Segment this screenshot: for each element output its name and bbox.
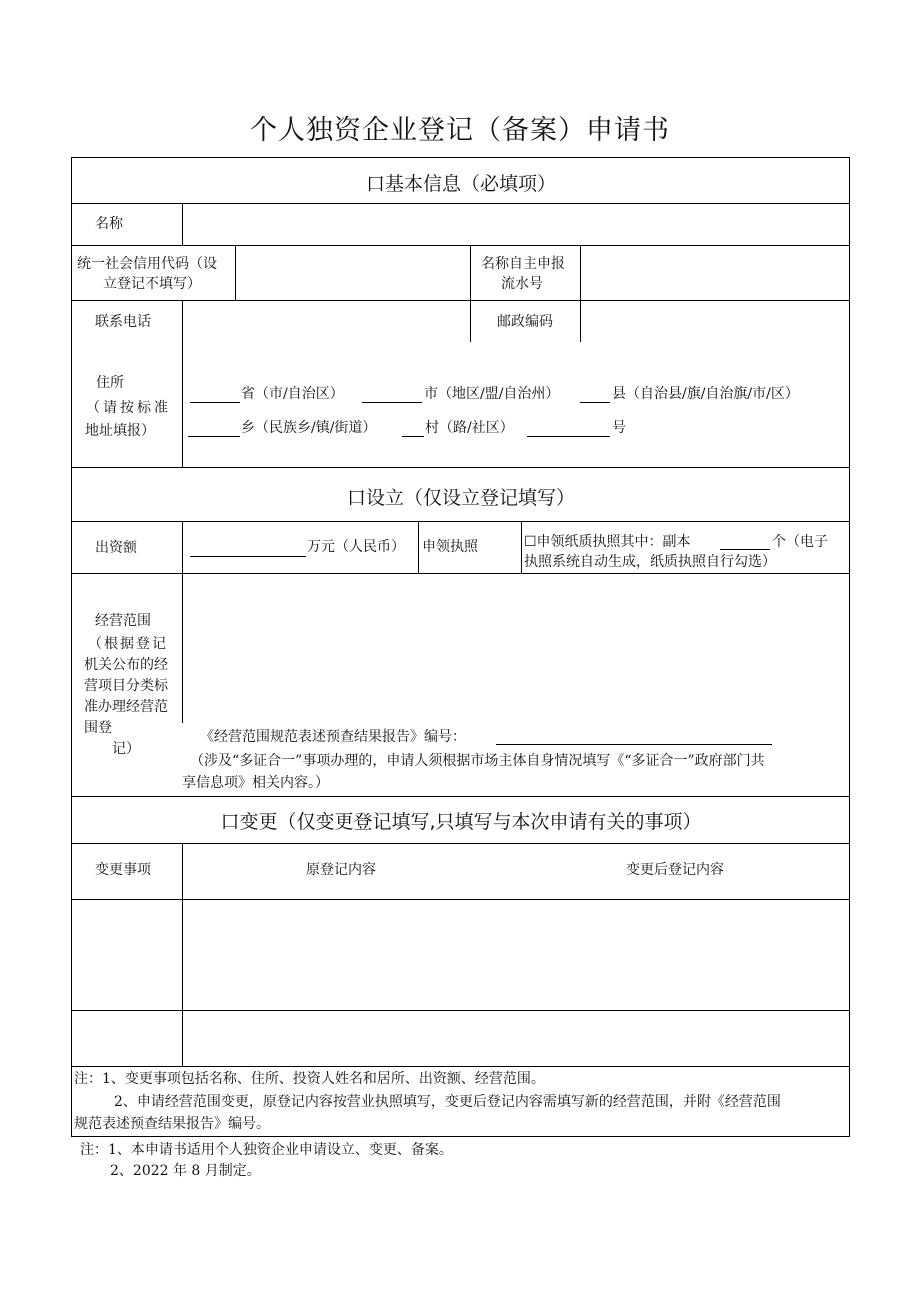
col-divider — [521, 521, 522, 573]
footer-note-1: 注：1、本申请书适用个人独资企业申请设立、变更、备案。 — [80, 1142, 453, 1158]
original-content-header: 原登记内容 — [306, 862, 376, 878]
license-copies-unit: 个（电子 — [772, 534, 828, 550]
scope-label-2: （根据登记 — [88, 636, 168, 652]
row-divider — [72, 899, 850, 900]
form-title: 个人独资企业登记（备案）申请书 — [250, 115, 670, 146]
col-divider — [580, 245, 581, 342]
license-note: 执照系统自动生成，纸质执照自行勾选） — [524, 554, 776, 570]
city-text: 市（地区/盟/自治州） — [424, 386, 560, 402]
row-divider — [72, 521, 850, 522]
row-divider — [72, 1010, 850, 1011]
capital-blank[interactable] — [190, 556, 306, 557]
name-label: 名称 — [95, 216, 123, 232]
postal-code-label: 邮政编码 — [497, 314, 553, 330]
col-divider — [418, 521, 419, 573]
name-input[interactable] — [184, 205, 848, 243]
phone-label: 联系电话 — [95, 314, 151, 330]
col-divider — [182, 203, 183, 245]
village-text: 村（路/社区） — [425, 420, 514, 436]
report-note-2: 享信息项》相关内容。） — [182, 775, 329, 791]
city-blank[interactable] — [362, 402, 422, 403]
row-divider — [72, 203, 850, 204]
change-item-input-2[interactable] — [74, 1012, 180, 1064]
row-divider — [72, 245, 850, 246]
number-blank[interactable] — [527, 436, 610, 437]
row-divider — [72, 573, 850, 574]
col-divider — [235, 245, 236, 300]
capital-label: 出资额 — [95, 540, 137, 556]
section-change-header[interactable]: 口变更（仅变更登记填写,只填写与本次申请有关的事项） — [220, 811, 702, 833]
credit-code-label-2: 立登记不填写） — [103, 276, 201, 292]
row-divider — [72, 1066, 850, 1067]
township-text: 乡（民族乡/镇/街道） — [241, 420, 377, 436]
phone-input[interactable] — [184, 302, 468, 342]
change-content-input[interactable] — [184, 901, 848, 1008]
village-blank[interactable] — [402, 436, 424, 437]
row-divider — [72, 843, 850, 844]
col-divider — [182, 300, 183, 467]
province-blank[interactable] — [190, 402, 240, 403]
report-label: 《经营范围规范表述预查结果报告》编号： — [200, 729, 466, 745]
capital-unit: 万元（人民币） — [307, 539, 405, 555]
address-label-2: （请按标准 — [86, 400, 171, 416]
province-text: 省（市/自治区） — [241, 386, 344, 402]
scope-label-5: 准办理经营范 — [84, 699, 168, 715]
col-divider — [470, 245, 471, 342]
col-divider — [182, 573, 183, 723]
license-label: 申领执照 — [422, 539, 478, 555]
license-checkbox-text[interactable]: ☐申领纸质执照其中：副本 — [524, 534, 691, 550]
footer-note-2: 2、2022 年 8 月制定。 — [110, 1163, 261, 1179]
number-text: 号 — [612, 420, 626, 436]
inner-note-2: 2、申请经营范围变更，原登记内容按营业执照填写，变更后登记内容需填写新的经营范围，并附《经营范围 — [114, 1094, 781, 1110]
address-label-3: 地址填报） — [85, 423, 155, 439]
change-item-header: 变更事项 — [95, 862, 151, 878]
county-blank[interactable] — [580, 402, 610, 403]
county-text: 县（自治县/旗/自治旗/市/区） — [612, 386, 799, 402]
credit-code-input[interactable] — [237, 247, 468, 299]
inner-note-1: 注：1、变更事项包括名称、住所、投资人姓名和居所、出资额、经营范围。 — [74, 1071, 545, 1087]
serial-label-2: 流水号 — [501, 276, 543, 292]
report-note-1: （涉及“多证合一”事项办理的，申请人须根据市场主体自身情况填写《“多证合一”政府部门共 — [190, 753, 765, 769]
new-content-header: 变更后登记内容 — [626, 862, 724, 878]
scope-input[interactable] — [184, 575, 848, 720]
inner-note-2-cont: 规范表述预查结果报告》编号。 — [74, 1116, 270, 1132]
row-divider — [72, 796, 850, 797]
township-blank[interactable] — [188, 436, 240, 437]
serial-number-input[interactable] — [582, 247, 848, 299]
postal-code-input[interactable] — [582, 302, 848, 342]
scope-label-6: 围登 — [84, 720, 112, 736]
address-label: 住所 — [96, 375, 124, 391]
scope-label: 经营范围 — [95, 613, 151, 629]
change-item-input[interactable] — [74, 901, 180, 1008]
scope-label-7: 记） — [112, 741, 140, 757]
change-content-input-2[interactable] — [184, 1012, 848, 1064]
col-divider — [182, 843, 183, 1066]
col-divider — [182, 521, 183, 573]
section-basic-header[interactable]: 口基本信息（必填项） — [365, 173, 556, 195]
row-divider — [72, 467, 850, 468]
serial-label: 名称自主申报 — [481, 256, 565, 272]
credit-code-label: 统一社会信用代码（设 — [77, 256, 217, 272]
scope-label-4: 营项目分类标 — [84, 678, 168, 694]
row-divider — [72, 300, 850, 301]
section-setup-header[interactable]: 口设立（仅设立登记填写） — [346, 487, 575, 509]
scope-label-3: 机关公布的经 — [84, 657, 168, 673]
report-number-blank[interactable] — [496, 744, 772, 745]
copies-blank[interactable] — [720, 549, 770, 550]
